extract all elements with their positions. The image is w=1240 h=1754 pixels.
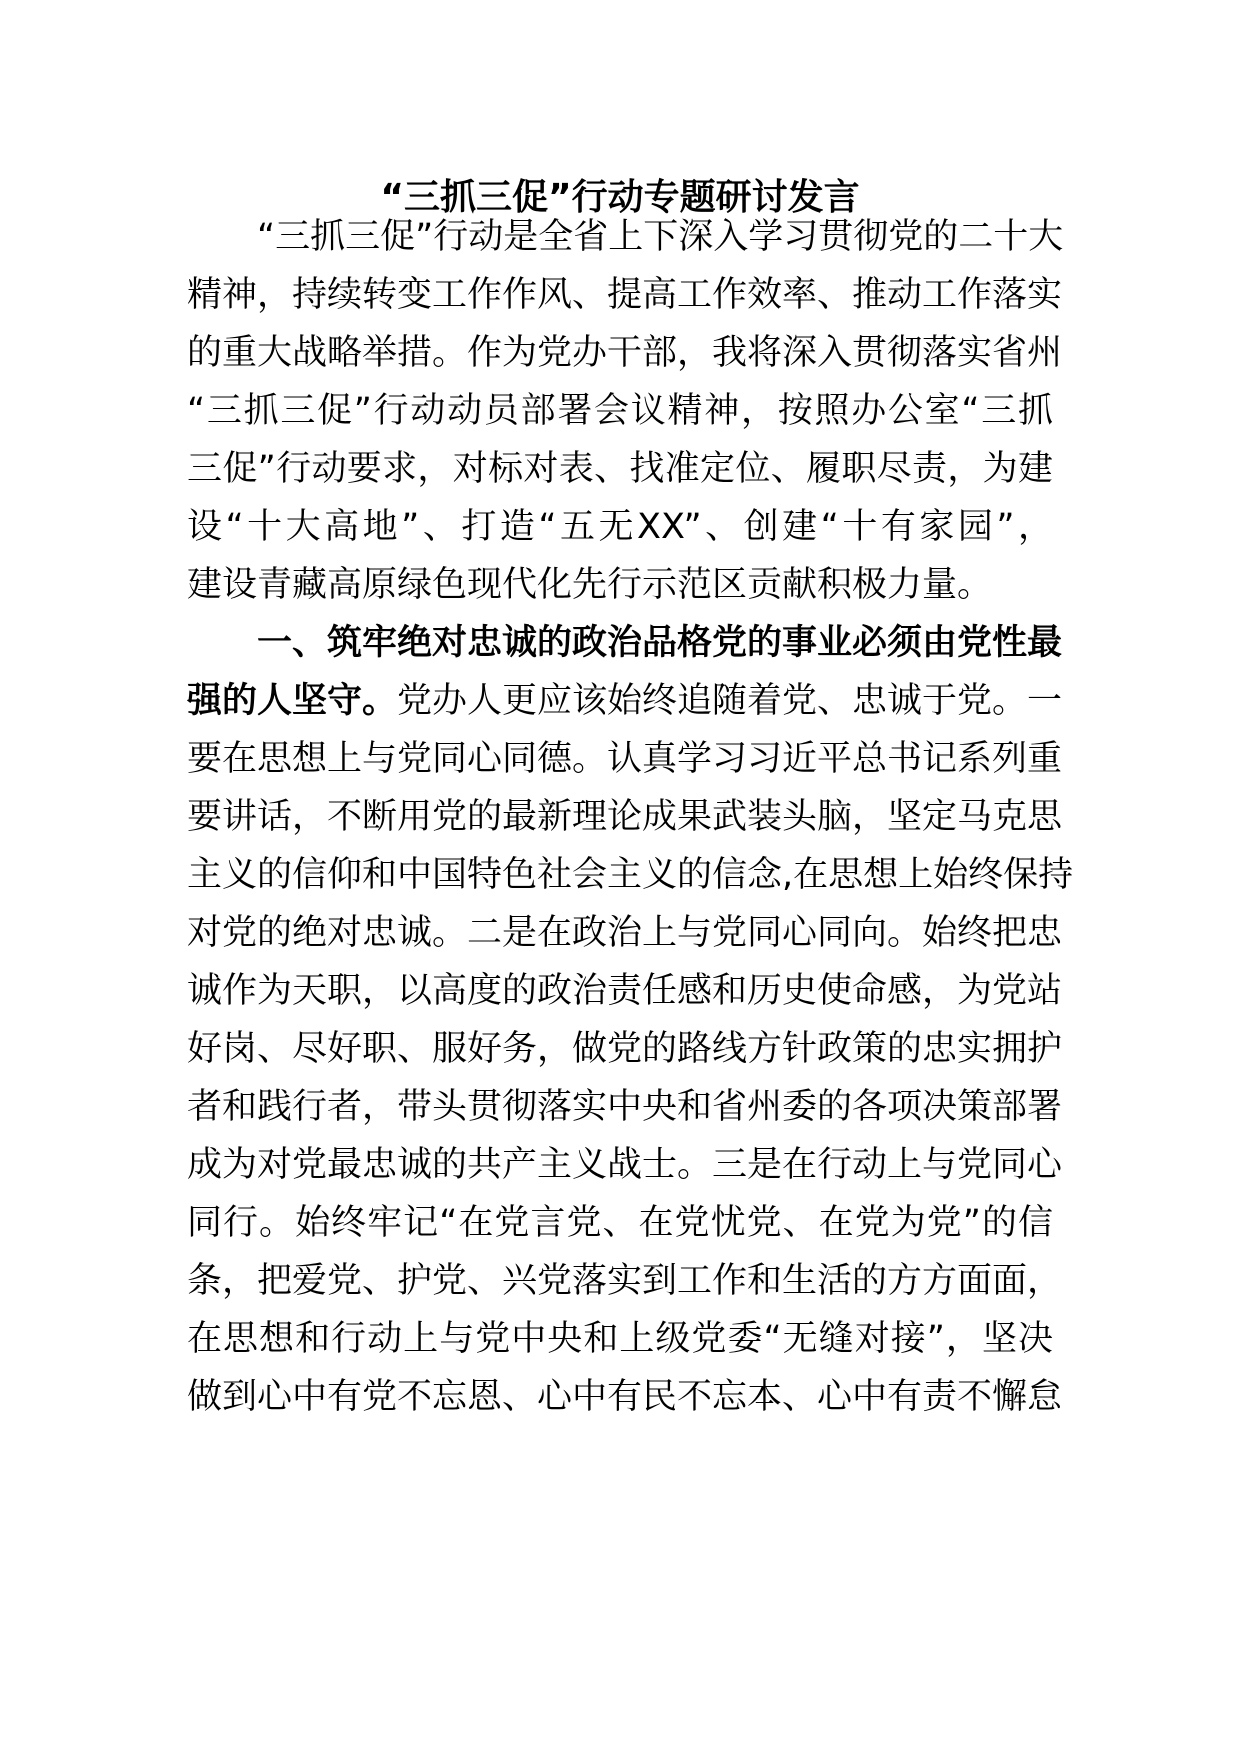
paragraph-line: 精神，持续转变工作作风、提高工作效率、推动工作落实 [187,275,1063,315]
paragraph-line: 要在思想上与党同心同德。认真学习习近平总书记系列重 [187,739,1063,779]
paragraph-line: 三促”行动要求，对标对表、找准定位、履职尽责，为建 [187,449,1053,489]
section-text: 党办人更应该始终追随着党、忠诚于党。一 [397,681,1063,721]
section-heading-end: 强的人坚守。 [187,681,398,721]
paragraph-line: 的重大战略举措。作为党办干部，我将深入贯彻落实省州 [187,333,1063,373]
paragraph-line: 做到心中有党不忘恩、心中有民不忘本、心中有责不懈怠 [187,1377,1063,1417]
paragraph-line: 要讲话，不断用党的最新理论成果武装头脑，坚定马克思 [187,797,1063,837]
paragraph-line: “三抓三促”行动是全省上下深入学习贯彻党的二十大 [257,217,1064,257]
paragraph-line: 诚作为天职，以高度的政治责任感和历史使命感，为党站 [187,971,1063,1011]
section-heading: 一、筑牢绝对忠诚的政治品格党的事业必须由党性最 [257,623,1063,663]
paragraph-line: 条，把爱党、护党、兴党落实到工作和生活的方方面面， [187,1261,1063,1301]
paragraph-line: 同行。始终牢记“在党言党、在党忧党、在党为党”的信 [187,1203,1053,1243]
paragraph-line: 设“十大高地”、打造“五无XX”、创建“十有家园”， [187,507,1053,547]
paragraph-line: 成为对党最忠诚的共产主义战士。三是在行动上与党同心 [187,1145,1063,1185]
paragraph-line: 在思想和行动上与党中央和上级党委“无缝对接”，坚决 [187,1319,1053,1359]
paragraph-line: “三抓三促”行动动员部署会议精神，按照办公室“三抓 [187,391,1053,431]
paragraph-line: 建设青藏高原绿色现代化先行示范区贡献积极力量。 [187,565,993,605]
paragraph-line: 者和践行者，带头贯彻落实中央和省州委的各项决策部署 [187,1087,1063,1127]
paragraph-line: 主义的信仰和中国特色社会主义的信念,在思想上始终保持 [187,855,1074,895]
paragraph-line: 对党的绝对忠诚。二是在政治上与党同心同向。始终把忠 [187,913,1063,953]
paragraph-line: 好岗、尽好职、服好务，做党的路线方针政策的忠实拥护 [187,1029,1063,1069]
section-heading-continuation [187,669,1063,734]
document-title: “三抓三促”行动专题研讨发言 [380,177,860,218]
